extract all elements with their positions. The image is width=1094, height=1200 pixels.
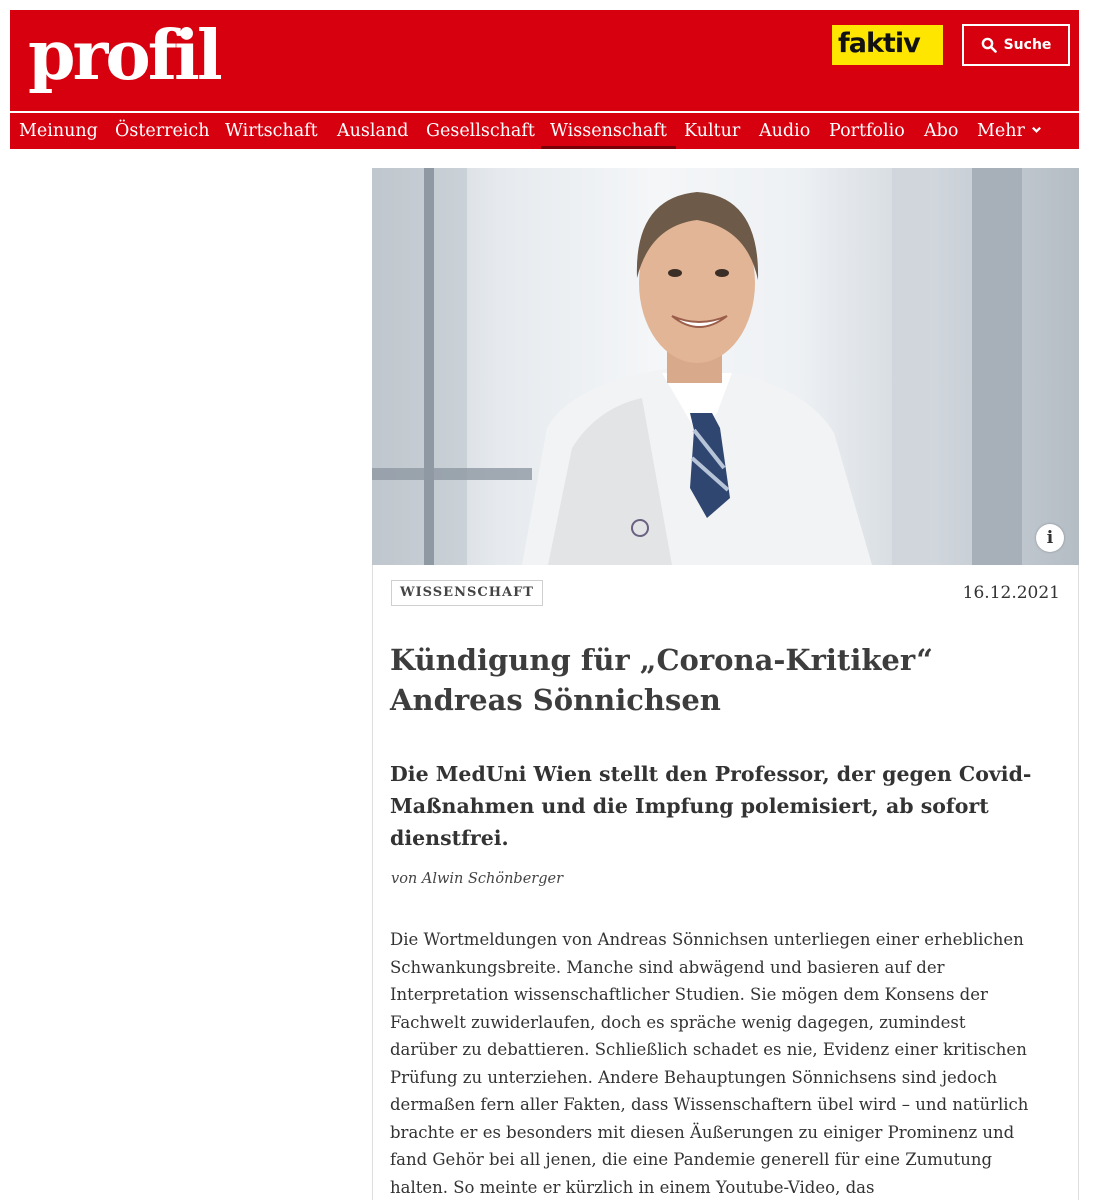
nav-item-mehr[interactable]: [977, 113, 1042, 149]
nav-item-audio[interactable]: Audio: [759, 121, 811, 141]
nav-item-gesellschaft[interactable]: Gesellschaft: [426, 121, 535, 141]
image-info-icon[interactable]: i: [1036, 524, 1064, 552]
nav-item-oesterreich[interactable]: Österreich: [115, 121, 210, 141]
lead-line: dienstfrei.: [390, 826, 509, 850]
search-button[interactable]: [962, 24, 1070, 66]
body-line: brachte er es besonders mit diesen Äußerungen zu einiger Prominenz und: [390, 1122, 1015, 1142]
lead-line: Maßnahmen und die Impfung polemisiert, ab sofort: [390, 794, 989, 818]
title-line: Kündigung für „Corona-Kritiker“: [390, 643, 933, 677]
nav-item-wissenschaft[interactable]: Wissenschaft: [541, 113, 676, 149]
body-line: Interpretation wissenschaftlicher Studien. Sie mögen dem Konsens der: [390, 985, 988, 1004]
body-line: halten. So meinte er kürzlich in einem Youtube-Video, das: [390, 1177, 875, 1197]
nav-item-mehr-label: Mehr: [977, 121, 1025, 141]
nav-item-wirtschaft[interactable]: Wirtschaft: [225, 121, 318, 141]
body-line: Die Wortmeldungen von Andreas Sönnichsen unterliegen einer erheblichen: [390, 930, 1024, 949]
body-line: fand Gehör bei all jenen, die eine Pandemie generell für eine Zumutung: [390, 1150, 993, 1169]
article-title: [390, 640, 1050, 720]
nav-item-kultur[interactable]: Kultur: [684, 121, 741, 141]
main-nav: [10, 113, 1079, 149]
profil-logo[interactable]: profil: [28, 16, 220, 96]
portrait-illustration: [372, 168, 1079, 565]
body-line: Prüfung zu unterziehen. Andere Behauptungen Sönnichsens sind jedoch: [390, 1067, 998, 1087]
nav-item-meinung[interactable]: Meinung: [19, 121, 98, 141]
faktiv-badge[interactable]: faktiv: [832, 25, 943, 65]
chevron-down-icon: [1031, 124, 1042, 135]
body-line: Schwankungsbreite. Manche sind abwägend und basieren auf der: [390, 957, 945, 977]
body-line: dermaßen fern aller Fakten, dass Wissenschaftern übel wird – und natürlich: [390, 1095, 1029, 1114]
title-line: Andreas Sönnichsen: [390, 683, 721, 717]
publish-date: 16.12.2021: [962, 583, 1060, 603]
body-line: Fachwelt zuwiderlaufen, doch es spräche wenig dagegen, zumindest: [390, 1012, 966, 1032]
body-line: darüber zu debattieren. Schließlich schadet es nie, Evidenz einer kritischen: [390, 1040, 1027, 1059]
lead-line: Die MedUni Wien stellt den Professor, der gegen Covid-: [390, 762, 1032, 786]
nav-item-ausland[interactable]: Ausland: [337, 121, 409, 141]
search-label: Suche: [1003, 37, 1052, 53]
article-body: [390, 926, 1060, 1200]
category-tag[interactable]: WISSENSCHAFT: [391, 580, 543, 606]
search-icon: [981, 37, 997, 53]
article-hero-image: [372, 168, 1079, 565]
nav-item-abo[interactable]: Abo: [924, 121, 959, 141]
author-byline: von Alwin Schönberger: [391, 871, 564, 887]
article-lead: [390, 758, 1060, 854]
site-header: [10, 10, 1079, 111]
nav-item-portfolio[interactable]: Portfolio: [829, 121, 905, 141]
